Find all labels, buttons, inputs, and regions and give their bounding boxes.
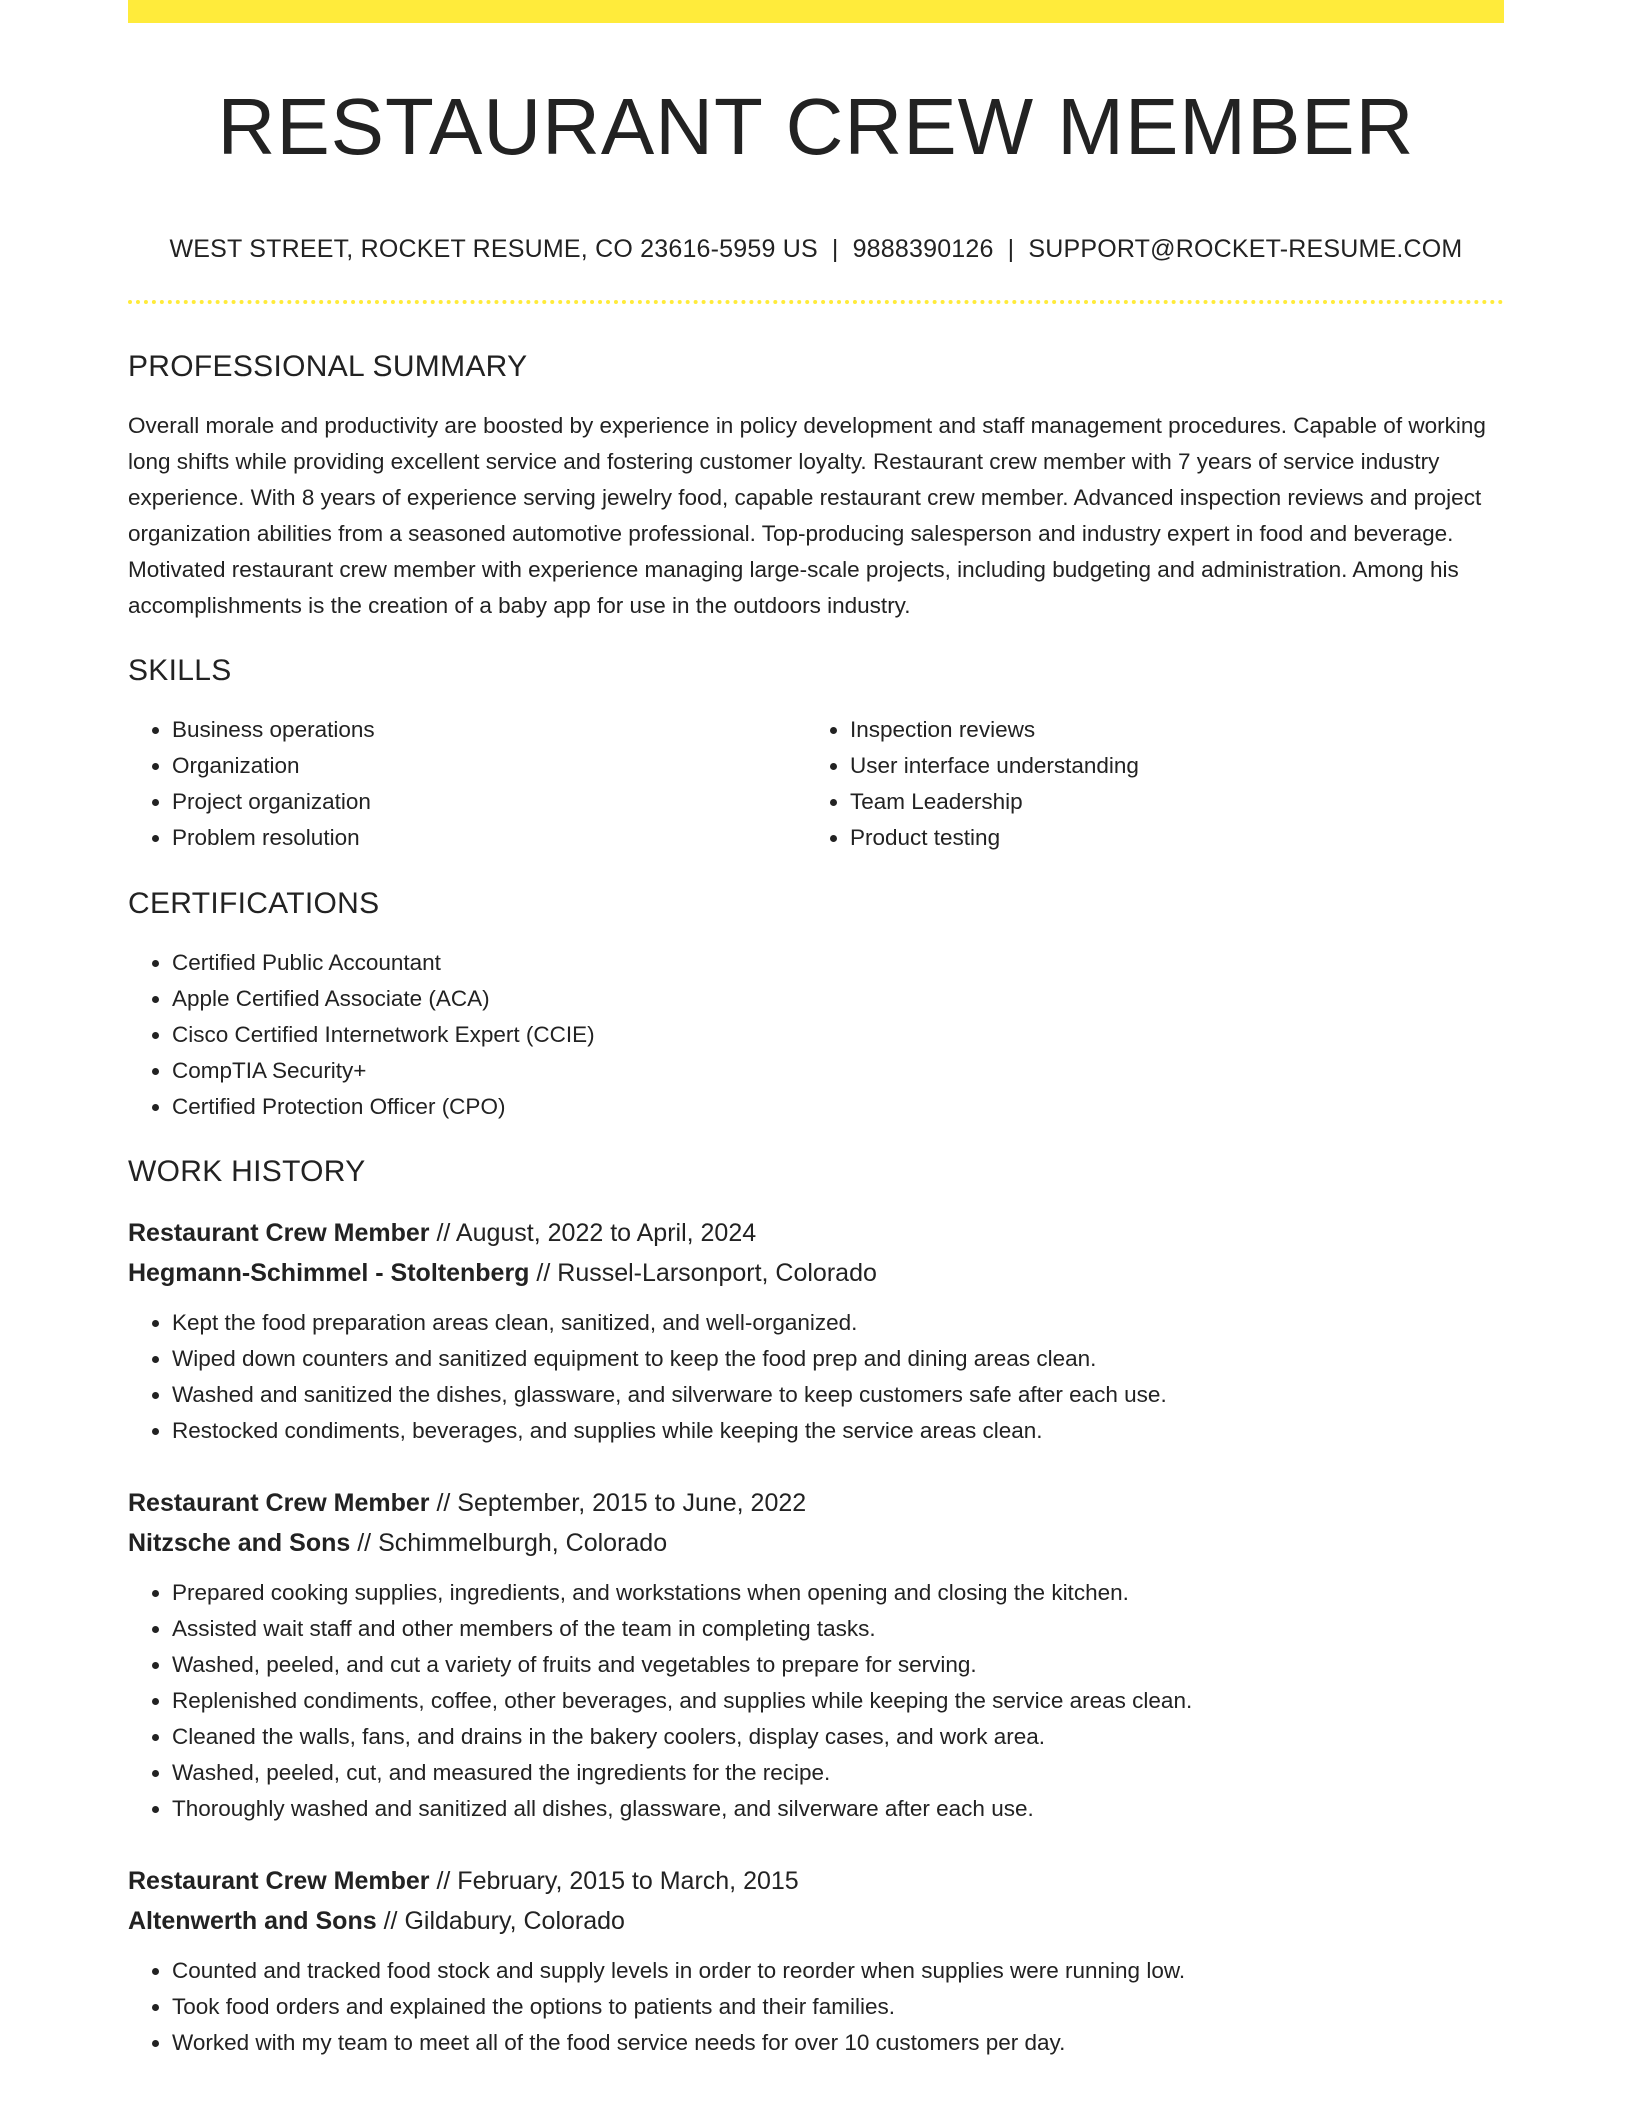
job-separator: // (383, 1907, 398, 1935)
job-bullet: • Washed, peeled, cut, and measured the ingredients for the recipe. (172, 1755, 1504, 1791)
work-history-section (128, 1157, 1504, 2061)
job-dates: August, 2022 to April, 2024 (455, 1219, 757, 1247)
job-role: Restaurant Crew Member (128, 1489, 430, 1517)
contact-separator: | (831, 235, 839, 263)
certifications-list (128, 945, 1504, 1125)
job-bullet: • Cleaned the walls, fans, and drains in the bakery coolers, display cases, and work area. (172, 1719, 1504, 1755)
skills-list-left (128, 712, 806, 856)
job-role-line (128, 1483, 1504, 1523)
skills-grid (128, 712, 1504, 856)
skill-item: • Inspection reviews (850, 712, 1504, 748)
job-bullet: • Washed, peeled, and cut a variety of fruits and vegetables to prepare for serving. (172, 1647, 1504, 1683)
resume-page (128, 0, 1504, 2061)
top-accent-bar (128, 0, 1504, 23)
job-company-line (128, 1523, 1504, 1563)
job-bullet: • Washed and sanitized the dishes, glassware, and silverware to keep customers safe after each use. (172, 1377, 1504, 1413)
summary-section (128, 352, 1504, 624)
job-bullet: • Took food orders and explained the options to patients and their families. (172, 1989, 1504, 2025)
contact-address: WEST STREET, ROCKET RESUME, CO 23616-5959 US (169, 235, 818, 263)
job-company: Hegmann-Schimmel - Stoltenberg (128, 1259, 530, 1287)
summary-text: Overall morale and productivity are boosted by experience in policy development and staff management procedures. Capable of working long shifts while providing excellent service and fostering customer loyalty. Restaurant crew member with 7 years of service industry experience. With 8 years of experience serving jewelry food, capable restaurant crew member. Advanced inspection reviews and project organization abilities from a seasoned automotive professional. Top-producing salesperson and industry expert in food and beverage. Motivated restaurant crew member with experience managing large-scale projects, including budgeting and administration. Among his accomplishments is the creation of a baby app for use in the outdoors industry. (128, 413, 1486, 618)
job-bullet: • Kept the food preparation areas clean, sanitized, and well-organized. (172, 1305, 1504, 1341)
certifications-section (128, 889, 1504, 1125)
contact-phone: 9888390126 (852, 235, 994, 263)
job-bullet: • Replenished condiments, coffee, other beverages, and supplies while keeping the service areas clean. (172, 1683, 1504, 1719)
job-role: Restaurant Crew Member (128, 1219, 430, 1247)
skills-list-right (806, 712, 1504, 856)
certification-item: • Certified Protection Officer (CPO) (172, 1089, 1504, 1125)
job-bullet: • Prepared cooking supplies, ingredients, and workstations when opening and closing the kitchen. (172, 1575, 1504, 1611)
job-entry (128, 1213, 1504, 1449)
job-company: Altenwerth and Sons (128, 1907, 377, 1935)
job-bullet: • Restocked condiments, beverages, and supplies while keeping the service areas clean. (172, 1413, 1504, 1449)
job-bullets (128, 1575, 1504, 1827)
job-bullet: • Thoroughly washed and sanitized all dishes, glassware, and silverware after each use. (172, 1791, 1504, 1827)
certification-item: • Certified Public Accountant (172, 945, 1504, 981)
skill-item: • Business operations (172, 712, 806, 748)
job-bullet: • Counted and tracked food stock and supply levels in order to reorder when supplies were running low. (172, 1953, 1504, 1989)
certification-item: • Cisco Certified Internetwork Expert (CCIE) (172, 1017, 1504, 1053)
dotted-divider (128, 300, 1504, 304)
job-location: Schimmelburgh, Colorado (378, 1529, 668, 1557)
job-entry (128, 1483, 1504, 1827)
job-location: Russel-Larsonport, Colorado (557, 1259, 877, 1287)
skill-item: • Organization (172, 748, 806, 784)
job-bullet: • Worked with my team to meet all of the food service needs for over 10 customers per day. (172, 2025, 1504, 2061)
job-dates: September, 2015 to June, 2022 (457, 1489, 807, 1517)
job-separator: // (536, 1259, 551, 1287)
skill-item: • Product testing (850, 820, 1504, 856)
job-bullet: • Assisted wait staff and other members of the team in completing tasks. (172, 1611, 1504, 1647)
job-separator: // (436, 1219, 451, 1247)
contact-line (128, 237, 1504, 262)
skills-title: SKILLS (128, 654, 232, 687)
certification-item: • CompTIA Security+ (172, 1053, 1504, 1089)
summary-title: PROFESSIONAL SUMMARY (128, 350, 528, 383)
contact-separator: | (1007, 235, 1015, 263)
work-history-title: WORK HISTORY (128, 1155, 366, 1188)
skill-item: • Project organization (172, 784, 806, 820)
job-separator: // (436, 1489, 451, 1517)
skill-item: • Problem resolution (172, 820, 806, 856)
job-separator: // (436, 1867, 451, 1895)
skill-item: • User interface understanding (850, 748, 1504, 784)
job-company: Nitzsche and Sons (128, 1529, 351, 1557)
job-bullets (128, 1305, 1504, 1449)
job-dates: February, 2015 to March, 2015 (457, 1867, 799, 1895)
job-company-line (128, 1253, 1504, 1293)
job-company-line (128, 1901, 1504, 1941)
contact-email: SUPPORT@ROCKET-RESUME.COM (1028, 235, 1463, 263)
job-entry (128, 1861, 1504, 2061)
job-role: Restaurant Crew Member (128, 1867, 430, 1895)
job-role-line (128, 1861, 1504, 1901)
skills-section (128, 656, 1504, 856)
certification-item: • Apple Certified Associate (ACA) (172, 981, 1504, 1017)
candidate-name: RESTAURANT CREW MEMBER (217, 82, 1415, 171)
job-separator: // (357, 1529, 372, 1557)
skill-item: • Team Leadership (850, 784, 1504, 820)
job-role-line (128, 1213, 1504, 1253)
job-bullets (128, 1953, 1504, 2061)
job-location: Gildabury, Colorado (404, 1907, 625, 1935)
job-bullet: • Wiped down counters and sanitized equipment to keep the food prep and dining areas clean. (172, 1341, 1504, 1377)
certifications-title: CERTIFICATIONS (128, 887, 380, 920)
